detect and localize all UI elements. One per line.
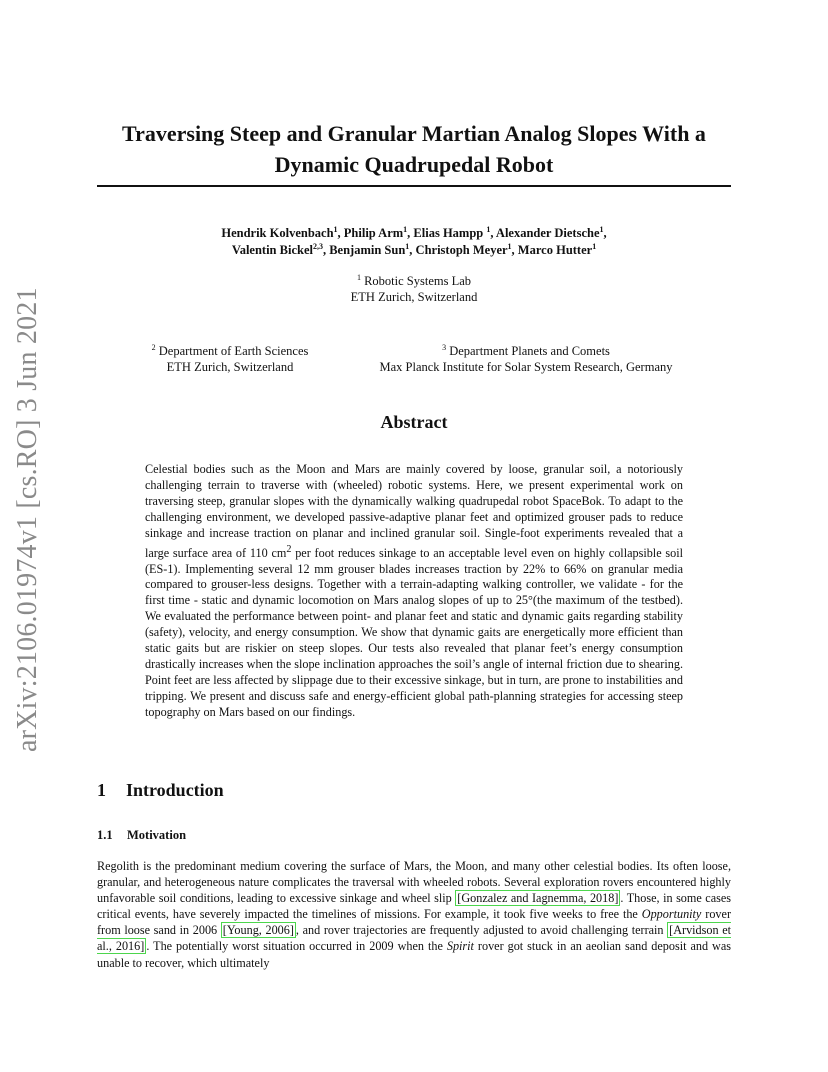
- citation-link[interactable]: [Young, 2006]: [222, 923, 294, 938]
- author-affiliation-mark: 1: [405, 241, 410, 251]
- author-separator: ,: [490, 226, 496, 240]
- body-text: rover got stuck in an aeolian sand deposit and was unable to recover, which ultimately: [97, 939, 732, 970]
- author-affiliation-mark: 1: [592, 241, 597, 251]
- affiliation-1: [264, 273, 564, 305]
- author-name: Christoph Meyer: [415, 243, 508, 257]
- affiliation-name: Department Planets and Comets: [449, 344, 610, 358]
- citation-link[interactable]: [Arvidson et al., 2016]: [97, 923, 732, 954]
- author-name: Marco Hutter: [517, 243, 593, 257]
- author-name: Benjamin Sun: [329, 243, 406, 257]
- author-separator: ,: [511, 243, 518, 257]
- author-name: Elias Hampp: [413, 226, 487, 240]
- title-line-2: Dynamic Quadrupedal Robot: [274, 152, 554, 177]
- affiliation-name: Department of Earth Sciences: [158, 344, 309, 358]
- subsection-title: Motivation: [127, 828, 187, 842]
- author-name: Philip Arm: [343, 226, 404, 240]
- body-text: . The potentially worst situation occurred in 2009 when the: [146, 939, 447, 954]
- author-affiliation-mark: 1: [507, 241, 512, 251]
- author-line-2: [96, 242, 732, 259]
- subsection-number: 1.1: [97, 828, 113, 842]
- arxiv-identifier-stamp: arXiv:2106.01974v1 [cs.RO] 3 Jun 2021: [12, 287, 43, 752]
- affiliation-name: Robotic Systems Lab: [364, 274, 472, 288]
- author-affiliation-mark: 1: [486, 224, 491, 234]
- rover-name-italic: Opportunity: [641, 907, 702, 922]
- author-affiliation-mark: 1: [333, 224, 338, 234]
- paper-title: [96, 118, 732, 180]
- author-separator: ,: [603, 226, 607, 240]
- affiliation-mark: 3: [442, 342, 447, 352]
- author-affiliation-mark: 1: [403, 224, 408, 234]
- body-text: , and rover trajectories are frequently adjusted to avoid challenging terrain: [295, 923, 668, 938]
- author-name: Valentin Bickel: [231, 243, 313, 257]
- author-separator: ,: [407, 226, 414, 240]
- author-separator: ,: [337, 226, 344, 240]
- affiliation-location: ETH Zurich, Switzerland: [166, 360, 294, 374]
- author-affiliation-mark: 1: [599, 224, 604, 234]
- author-line-1: [96, 225, 732, 242]
- title-rule: [97, 185, 731, 187]
- introduction-paragraph: [97, 858, 731, 971]
- affiliation-3: [350, 343, 702, 375]
- title-line-1: Traversing Steep and Granular Martian Analog Slopes With a: [122, 121, 706, 146]
- affiliation-location: Max Planck Institute for Solar System Research, Germany: [379, 360, 673, 374]
- affiliation-2: [130, 343, 330, 375]
- abstract-text-part-2: per foot reduces sinkage to an acceptable level even on highly collapsible soil (ES-1). Implementing several 12 mm grouser blades increases traction by 22% to 66% on granular media compared to grouser-less designs. Together with a terrain-adapting walking controller, we validate - for the first time - static and dynamic locomotion on Mars analog slopes of up to 25°(the maximum of the testbed). We evaluated the performance between point- and planar feet and static and dynamic gaits regarding stability (safety), velocity, and energy consumption. We show that dynamic gaits are energetically more efficient than static gaits but are riskier on steep slopes. Our tests also revealed that planar feet’s energy consumption drastically increases when the slope inclination approaches the soil’s angle of internal friction due to shearing. Point feet are less affected by slippage due to their excessive sinkage, but in turn, are prone to instabilities and tripping. We present and discuss safe and energy-efficient global path-planning strategies for accessing steep topography on Mars based on our findings.: [145, 545, 683, 719]
- affiliation-mark: 1: [356, 272, 361, 282]
- body-text: . Those, in some cases critical events, have severely impacted the timelines of missions. For example, it took five weeks to free the: [97, 891, 732, 922]
- subsection-heading: [97, 828, 186, 843]
- body-text: rover from loose sand in 2006: [97, 907, 731, 938]
- affiliation-mark: 2: [151, 342, 156, 352]
- section-number: 1: [97, 780, 106, 800]
- author-separator: ,: [322, 243, 330, 257]
- abstract-text-part-1: Celestial bodies such as the Moon and Mars are mainly covered by loose, granular soil, a notoriously challenging terrain to traverse with (wheeled) robotic systems. Here, we present experimental work on traversing steep, granular slopes with the dynamically walking quadrupedal robot SpaceBok. To adapt to the challenging environment, we developed passive-adaptive planar feet and optimized grouser pads to reduce sinkage and increase traction on planar and inclined granular soil. Single-foot experiments revealed that a large surface area of 110 cm: [145, 462, 683, 560]
- author-separator: ,: [409, 243, 416, 257]
- author-affiliation-mark: 2,3: [312, 241, 323, 251]
- affiliation-location: ETH Zurich, Switzerland: [350, 290, 478, 304]
- abstract-heading: Abstract: [380, 412, 448, 432]
- area-unit-superscript: 2: [286, 543, 292, 555]
- section-heading: [97, 780, 224, 801]
- author-name: Hendrik Kolvenbach: [221, 226, 334, 240]
- abstract-text: [145, 462, 683, 721]
- body-text: Regolith is the predominant medium covering the surface of Mars, the Moon, and many other celestial bodies. Its often loose, granular, and heterogeneous nature complicates the traversal with wheeled robots. Several exploration rovers encountered highly unfavorable soil conditions, leading to excessive sinkage and wheel slip: [97, 859, 731, 906]
- author-name: Alexander Dietsche: [495, 226, 600, 240]
- rover-name-italic: Spirit: [446, 939, 474, 954]
- citation-link[interactable]: [Gonzalez and Iagnemma, 2018]: [457, 891, 619, 906]
- section-title: Introduction: [126, 780, 224, 800]
- author-list: [96, 225, 732, 259]
